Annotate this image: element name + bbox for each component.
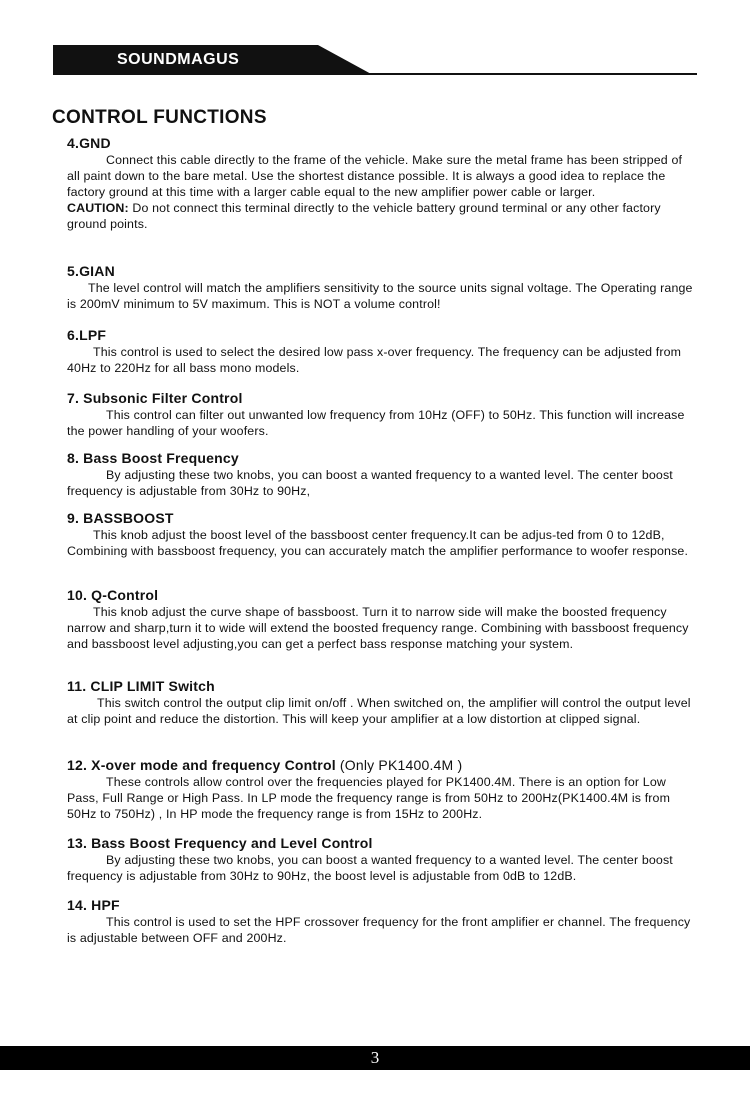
- page-number: 3: [370, 1048, 380, 1067]
- header-rule: [300, 73, 697, 75]
- section-body: This knob adjust the curve shape of bassboost. Turn it to narrow side will make the boosted frequency narrow and sharp,turn it to wide will extend the boosted frequency range. Combining with bassboost frequency and bassboost level adjusting,you can get a perfect bass response matching your system.: [67, 605, 689, 652]
- section-heading-note: (Only PK1400.4M ): [335, 757, 463, 773]
- section-heading: 5.GIAN: [67, 263, 115, 279]
- page-title: CONTROL FUNCTIONS: [52, 107, 267, 128]
- section-heading: 14. HPF: [67, 897, 120, 913]
- section-body: The level control will match the amplifiers sensitivity to the source units signal voltage. The Operating range is 200mV minimum to 5V maximum. This is NOT a volume control!: [67, 281, 693, 312]
- section-heading: 6.LPF: [67, 327, 107, 343]
- section-heading: 8. Bass Boost Frequency: [67, 450, 239, 466]
- section-body: This switch control the output clip limit on/off . When switched on, the amplifier will control the output level at clip point and reduce the distortion. This will keep your amplifier at a low distortion at clipped signal.: [67, 696, 691, 727]
- section-hpf: [67, 897, 697, 946]
- section-lpf: [67, 327, 697, 376]
- section-heading: 13. Bass Boost Frequency and Level Control: [67, 835, 373, 851]
- section-body: This control is used to select the desired low pass x-over frequency. The frequency can be adjusted from 40Hz to 220Hz for all bass mono models.: [67, 345, 682, 376]
- section-clip-limit: [67, 678, 697, 727]
- section-body: This control is used to set the HPF crossover frequency for the front amplifier er channel. The frequency is adjustable between OFF and 200Hz.: [67, 915, 691, 946]
- section-bass-boost-freq-level: [67, 835, 697, 884]
- section-xover: [67, 757, 697, 822]
- caution-label: CAUTION:: [67, 201, 129, 216]
- brand-name: SOUNDMAGUS: [117, 51, 240, 68]
- caution-text: Do not connect this terminal directly to the vehicle battery ground terminal or any other factory ground points.: [67, 201, 661, 232]
- section-q-control: [67, 587, 697, 652]
- section-bass-boost-frequency: [67, 450, 697, 499]
- section-bassboost: [67, 510, 697, 559]
- section-gian: [67, 263, 697, 312]
- section-body: This knob adjust the boost level of the bassboost center frequency.It can be adjus-ted from 0 to 12dB, Combining with bassboost frequency, you can accurately match the amplifier performance to woofer response.: [67, 528, 689, 559]
- section-heading-main: 12. X-over mode and frequency Control: [67, 757, 336, 773]
- section-heading: [67, 757, 697, 774]
- section-heading: 10. Q-Control: [67, 587, 159, 603]
- section-body: By adjusting these two knobs, you can boost a wanted frequency to a wanted level. The center boost frequency is adjustable from 30Hz to 90Hz, the boost level is adjustable from 0dB to 12dB.: [67, 853, 673, 884]
- section-heading: 11. CLIP LIMIT Switch: [67, 678, 215, 694]
- section-body: Connect this cable directly to the frame of the vehicle. Make sure the metal frame has been stripped of all paint down to the bare metal. Use the shortest distance possible. It is always a good idea to replace the factory ground at this time with a larger cable equal to the new amplifier power cable or larger.: [67, 153, 683, 200]
- section-heading: 7. Subsonic Filter Control: [67, 390, 243, 406]
- section-body: These controls allow control over the frequencies played for PK1400.4M. There is an option for Low Pass, Full Range or High Pass. In LP mode the frequency range is from 50Hz to 200Hz(PK1400.4M is from 50Hz to 750Hz) , In HP mode the frequency range is from 15Hz to 200Hz.: [67, 775, 671, 822]
- section-body: By adjusting these two knobs, you can boost a wanted frequency to a wanted level. The center boost frequency is adjustable from 30Hz to 90Hz,: [67, 468, 673, 499]
- section-heading: 4.GND: [67, 135, 111, 151]
- caution-note: [67, 200, 697, 232]
- section-gnd: [67, 135, 697, 232]
- section-heading: 9. BASSBOOST: [67, 510, 174, 526]
- section-body: This control can filter out unwanted low frequency from 10Hz (OFF) to 50Hz. This function will increase the power handling of your woofers.: [67, 408, 685, 439]
- section-subsonic: [67, 390, 697, 439]
